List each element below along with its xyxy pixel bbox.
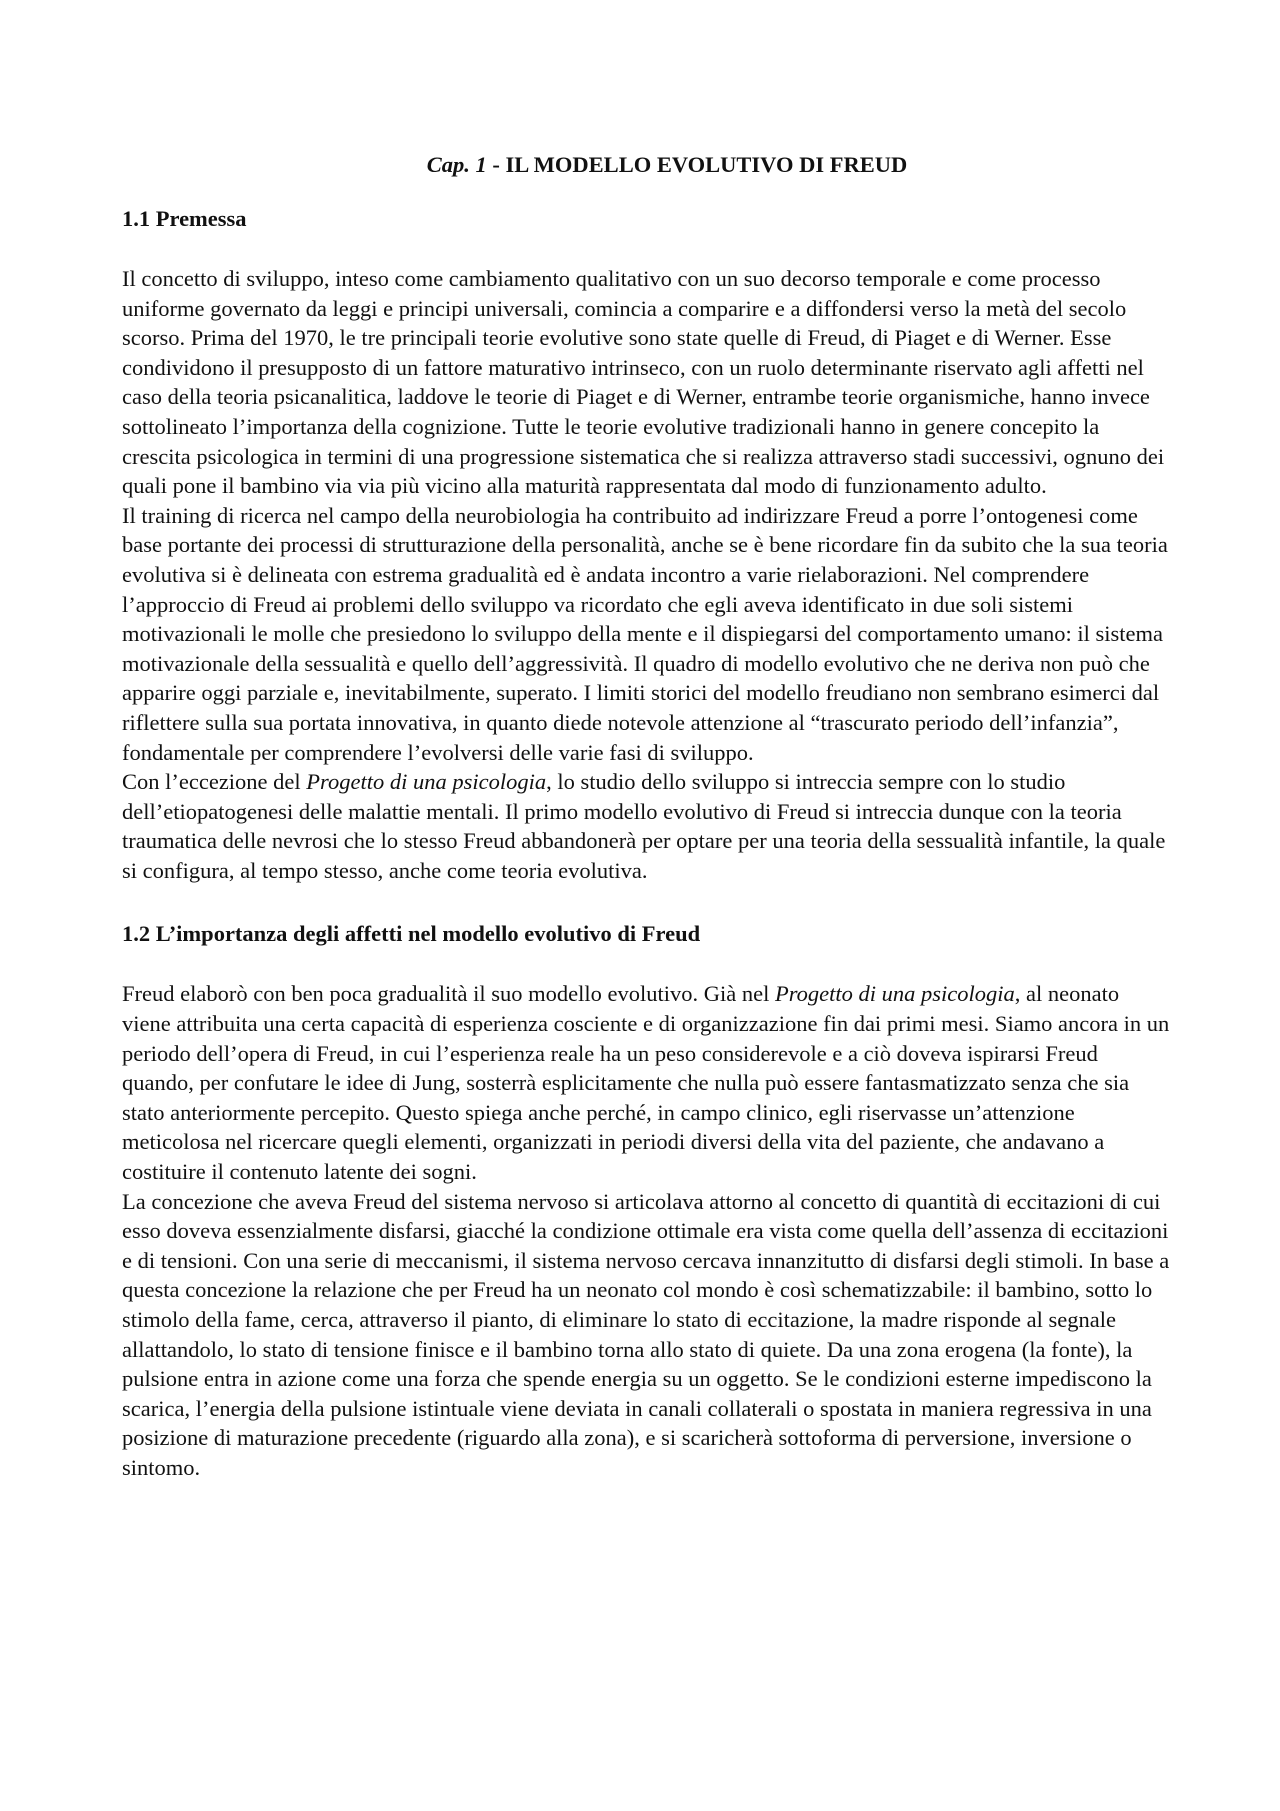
chapter-title-text: - IL MODELLO EVOLUTIVO DI FREUD — [486, 152, 908, 177]
book-title: Progetto di una psicologia — [306, 769, 547, 795]
section-heading-premessa: 1.1 Premessa — [122, 206, 247, 231]
chapter-title — [122, 150, 1172, 180]
page-content — [122, 150, 1172, 1517]
section-body-affetti — [122, 979, 1172, 1482]
paragraph — [122, 979, 1172, 1186]
book-title: Progetto di una psicologia — [774, 981, 1015, 1007]
section-heading-affetti: 1.2 L’importanza degli affetti nel modello evolutivo di Freud — [122, 921, 701, 947]
paragraph: La concezione che aveva Freud del sistema nervoso si articolava attorno al concetto di quantità di eccitazioni di cui esso doveva essenzialmente disfarsi, giacché la condizione ottimale era vista come quella dell’assenza di eccitazioni e di tensioni. Con una serie di meccanismi, il sistema nervoso cercava innanzitutto di disfarsi degli stimoli. In base a questa concezione la relazione che per Freud ha un neonato col mondo è così schematizzabile: il bambino, sotto lo stimolo della fame, cerca, attraverso il pianto, di eliminare lo stato di eccitazione, la madre risponde al segnale allattandolo, lo stato di tensione finisce e il bambino torna allo stato di quiete. Da una zona erogena (la fonte), la pulsione entra in azione come una forza che spende energia su un oggetto. Se le condizioni esterne impediscono la scarica, l’energia della pulsione istintuale viene deviata in canali collaterali o spostata in maniera regressiva in una posizione di maturazione precedente (riguardo alla zona), e si scaricherà sottoforma di perversione, inversione o sintomo. — [122, 1188, 1170, 1480]
section-body-premessa — [122, 264, 1172, 885]
section-affetti — [122, 919, 1172, 1482]
paragraph-text: , al neonato viene attribuita una certa capacità di esperienza cosciente e di organizzazione fin dai primi mesi. Siamo ancora in un periodo dell’opera di Freud, in cui l’esperienza reale ha un peso considerevole e a ciò doveva ispirarsi Freud quando, per confutare le idee di Jung, sosterrà esplicitamente che nulla può essere fantasmatizzato senza che sia stato anteriormente percepito. Questo spiega anche perché, in campo clinico, egli riservasse un’attenzione meticolosa nel ricercare quegli elementi, organizzati in periodi diversi della vita del paziente, che andavano a costituire il contenuto latente dei sogni. — [122, 981, 1170, 1185]
paragraph-text: Freud elaborò con ben poca gradualità il suo modello evolutivo. Già nel — [122, 981, 775, 1007]
paragraph — [122, 767, 1172, 885]
section-premessa — [122, 204, 1172, 885]
paragraph-text: , lo studio dello sviluppo si intreccia sempre con lo studio dell’etiopatogenesi delle malattie mentali. Il primo modello evolutivo di Freud si intreccia dunque con la teoria traumatica delle nevrosi che lo stesso Freud abbandonerà per optare per una teoria della sessualità infantile, la quale si configura, al tempo stesso, anche come teoria evolutiva. — [122, 769, 1166, 883]
paragraph: Il training di ricerca nel campo della neurobiologia ha contribuito ad indirizzare Freud a porre l’ontogenesi come base portante dei processi di strutturazione della personalità, anche se è bene ricordare fin da subito che la sua teoria evolutiva si è delineata con estrema gradualità ed è andata incontro a varie rielaborazioni. Nel comprendere l’approccio di Freud ai problemi dello sviluppo va ricordato che egli aveva identificato in due soli sistemi motivazionali le molle che presiedono lo sviluppo della mente e il dispiegarsi del comportamento umano: il sistema motivazionale della sessualità e quello dell’aggressività. Il quadro di modello evolutivo che ne deriva non può che apparire oggi parziale e, inevitabilmente, superato. I limiti storici del modello freudiano non sembrano esimerci dal riflettere sulla sua portata innovativa, in quanto diede notevole attenzione al “trascurato periodo dell’infanzia”, fondamentale per comprendere l’evolversi delle varie fasi di sviluppo. — [122, 502, 1168, 765]
paragraph: Il concetto di sviluppo, inteso come cambiamento qualitativo con un suo decorso temporale e come processo uniforme governato da leggi e principi universali, comincia a comparire e a diffondersi verso la metà del secolo scorso. Prima del 1970, le tre principali teorie evolutive sono state quelle di Freud, di Piaget e di Werner. Esse condividono il presupposto di un fattore maturativo intrinseco, con un ruolo determinante riservato agli affetti nel caso della teoria psicanalitica, laddove le teorie di Piaget e di Werner, entrambe teorie organismiche, hanno invece sottolineato l’importanza della cognizione. Tutte le teorie evolutive tradizionali hanno in genere concepito la crescita psicologica in termini di una progressione sistematica che si realizza attraverso stadi successivi, ognuno dei quali pone il bambino via via più vicino alla maturità rappresentata dal modo di funzionamento adulto. — [122, 266, 1165, 499]
paragraph-text: Con l’eccezione del — [122, 769, 307, 795]
chapter-number: Cap. 1 — [426, 152, 487, 177]
